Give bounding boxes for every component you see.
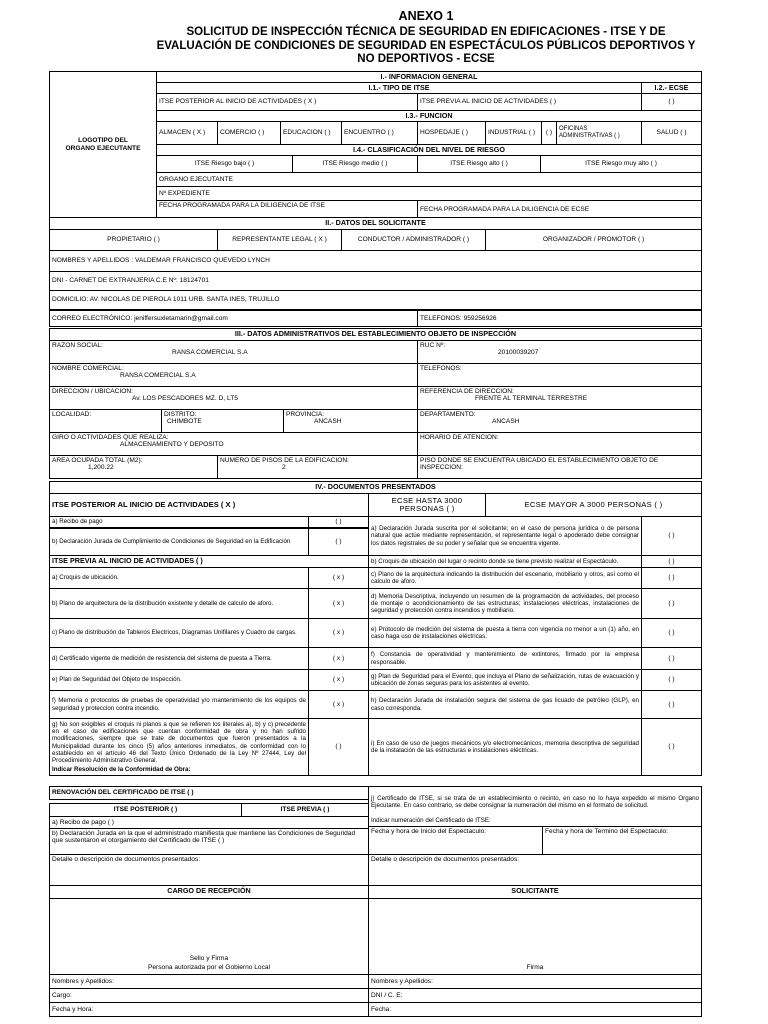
ecse-header: I.2.- ECSE: [641, 82, 702, 94]
distrito-field[interactable]: [161, 409, 284, 433]
detalle-docs-left[interactable]: Detalle o descripción de documentos presentados:: [49, 854, 369, 886]
itse-doc-checkbox[interactable]: ( ): [308, 517, 368, 527]
ecse-doc-row[interactable]: [368, 718, 702, 776]
pisos-value: 2: [282, 464, 286, 472]
ecse-doc-checkbox[interactable]: ( ): [641, 691, 701, 718]
correo-field[interactable]: CORREO ELECTRÓNICO: jeniffersuxletamarin@gmail.com: [49, 310, 418, 327]
piso-ubicacion-field[interactable]: PISO DONDE SE ENCUENTRA UBICADO EL ESTABLECIMIENTO OBJETO DE INSPECCION:: [417, 455, 702, 479]
itse-doc-text: c) Plano de distribución de Tableros Electricos, Diagramas Unifilares y Cuadro de cargas.: [52, 629, 297, 637]
departamento-label: DEPARTAMENTO:: [420, 411, 476, 418]
horario-field[interactable]: HORARIO DE ATENCION:: [417, 432, 702, 456]
indicar-certificado-label: Indicar numeración del Certificado de ITSE:: [371, 817, 491, 825]
itse-doc-row[interactable]: [49, 516, 369, 528]
giro-value: ALMACENAMIENTO Y DEPOSITO: [120, 441, 224, 449]
ecse-option[interactable]: ( ): [641, 93, 702, 111]
funcion-educacion[interactable]: EDUCACION ( ): [280, 121, 342, 145]
riesgo-header: I.4.- CLASIFICACIÓN DEL NIVEL DE RIESGO: [156, 144, 702, 156]
itse-doc-checkbox[interactable]: ( x ): [308, 670, 368, 690]
ecse-mayor-header[interactable]: ECSE MAYOR A 3000 PERSONAS ( ): [485, 493, 702, 517]
ecse-doc-checkbox[interactable]: ( ): [641, 517, 701, 555]
giro-label: GIRO O ACTIVIDADES QUE REALIZA:: [52, 434, 169, 441]
ecse-doc-checkbox[interactable]: ( ): [641, 556, 701, 567]
ecse-doc-row[interactable]: [368, 647, 702, 670]
provincia-value: ANCASH: [314, 418, 342, 426]
riesgo-muy-alto[interactable]: ITSE Riesgo muy alto ( ): [540, 155, 702, 173]
sello-label: Sello y Firma: [189, 955, 229, 962]
ecse-doc-row[interactable]: [368, 567, 702, 589]
nombres-solicitante-field[interactable]: Nombres y Apellidos:: [368, 974, 702, 989]
rol-organizador[interactable]: ORGANIZADOR / PROMOTOR ( ): [485, 229, 702, 251]
ecse-doc-row[interactable]: [368, 588, 702, 619]
funcion-industrial[interactable]: INDUSTRIAL ( ): [485, 121, 542, 145]
funcion-almacen[interactable]: ALMACEN ( X ): [156, 121, 218, 145]
form-title: SOLICITUD DE INSPECCIÓN TÉCNICA DE SEGURIDAD EN EDIFICACIONES - ITSE Y DE EVALUACIÓN DE CONDICIONES DE SEGURIDAD EN ESPECTÁCULOS PÚBLICOS DEPORTIVOS Y NO DEPORTIVOS - ECSE: [156, 26, 696, 66]
solicitante-header: SOLICITANTE: [368, 885, 702, 899]
itse-doc-text: ITSE PREVIA AL INICIO DE ACTIVIDADES ( ): [52, 556, 203, 566]
ecse-3000-header[interactable]: ECSE HASTA 3000 PERSONAS ( ): [368, 493, 486, 517]
itse-doc-row[interactable]: [49, 528, 369, 556]
ecse-doc-checkbox[interactable]: ( ): [641, 670, 701, 690]
itse-doc-row[interactable]: [49, 718, 369, 776]
direccion-value: Av. LOS PESCADORES MZ. D, LT5: [132, 395, 238, 403]
fecha-termino-espectaculo[interactable]: Fecha y hora de Termino del Espectaculo:: [542, 826, 702, 855]
renov-itse-previa[interactable]: ITSE PREVIA ( ): [241, 803, 369, 817]
itse-doc-checkbox[interactable]: [308, 556, 368, 567]
persona-autorizada-label: Persona autorizada por el Gobierno Local: [147, 964, 271, 971]
renovacion-header[interactable]: RENOVACIÓN DEL CERTIFICADO DE ITSE ( ): [49, 786, 369, 800]
itse-doc-row[interactable]: [49, 669, 369, 691]
section-3-title: III.- DATOS ADMINISTRATIVOS DEL ESTABLECIMIENTO OBJETO DE INSPECCIÓN: [49, 328, 702, 341]
itse-doc-text: a) Recibo de pago: [52, 518, 103, 526]
fecha-inicio-espectaculo[interactable]: Fecha y hora de Inicio del Espectaculo:: [368, 826, 543, 855]
itse-doc-checkbox[interactable]: ( x ): [308, 619, 368, 647]
domicilio-field[interactable]: DOMICILIO: AV. NICOLAS DE PIEROLA 1011 URB. SANTA INES, TRUJILLO: [49, 290, 702, 310]
itse-doc-checkbox[interactable]: ( x ): [308, 691, 368, 718]
itse-doc-text: e) Plan de Seguridad del Objeto de Inspección.: [52, 676, 182, 684]
section-1-title: I.- INFORMACION GENERAL: [156, 71, 702, 83]
fecha-ecse-field[interactable]: FECHA PROGRAMADA PARA LA DILIGENCIA DE ECSE: [417, 200, 702, 218]
itse-posterior-docs-header[interactable]: ITSE POSTERIOR AL INICIO DE ACTIVIDADES ( X ): [49, 493, 369, 517]
ecse-doc-checkbox[interactable]: ( ): [641, 589, 701, 618]
itse-doc-text: g) No son exigibles el croquis ni planos a que se refieren los literales a), b) y c) precedente en el caso de edificaciones que cuentan conformidad de obra y no han sufrido modificaciones, siempre que se trate de documentos que fueron presentados a la Municipalidad durante los cinco (5) años anteriores inmediatos, de conformidad con lo establecido en el artículo 46 del Texto Único Ordenado de la Ley Nº 27444, Ley del Procedimiento Administrativo General.: [52, 721, 306, 764]
nombre-comercial-field[interactable]: [49, 363, 418, 387]
ecse-doc-text: c) Plano de la arquitectura indicando la distribución del escenario, mobiliario y otros, así como el calculo de aforo.: [371, 570, 639, 585]
tipo-itse-header: I.1.- TIPO DE ITSE: [156, 82, 642, 94]
itse-doc-row[interactable]: [49, 588, 369, 619]
itse-doc-checkbox[interactable]: ( x ): [308, 648, 368, 669]
funcion-oficinas[interactable]: OFICINAS ADMINISTRATIVAS ( ): [556, 121, 642, 145]
nombres-recepcion-field[interactable]: Nombres y Apellidos:: [49, 974, 369, 989]
referencia-label: REFERENCIA DE DIRECCION:: [420, 388, 514, 395]
itse-doc-checkbox[interactable]: ( x ): [308, 568, 368, 588]
provincia-field[interactable]: [283, 409, 418, 433]
ecse-doc-checkbox[interactable]: ( ): [641, 648, 701, 669]
ecse-doc-row[interactable]: [368, 516, 702, 556]
firma-label: Firma: [526, 964, 544, 971]
ecse-doc-text: h) Declaración Jurada de instalación segura del sistema de gas licuado de petróleo (GLP), en caso corresponda.: [371, 697, 639, 712]
ecse-doc-text: e) Protocolo de medición del sistema de puesta a tierra con vigencia no menor a un (1) año, en caso haga uso de instalaciones eléctricas.: [371, 625, 639, 640]
sello-firma-box[interactable]: [49, 898, 369, 975]
giro-field[interactable]: [49, 432, 418, 456]
funcion-encuentro[interactable]: ENCUENTRO ( ): [341, 121, 418, 145]
riesgo-bajo[interactable]: ITSE Riesgo bajo ( ): [156, 155, 293, 173]
rol-representante[interactable]: REPRESENTANTE LEGAL ( X ): [217, 229, 342, 251]
referencia-field[interactable]: [417, 386, 702, 410]
itse-doc-text: f) Memoria o protocolos de pruebas de operatividad y/o mantenimiento de los equipos de seguridad y proteccion contra incendio.: [52, 697, 306, 712]
area-field[interactable]: [49, 455, 218, 479]
detalle-docs-right[interactable]: Detalle o descripción de documentos presentados:: [368, 854, 702, 886]
expediente-field[interactable]: Nº EXPEDIENTE: [156, 186, 702, 201]
rol-propietario[interactable]: PROPIETARIO ( ): [49, 229, 218, 251]
logo-placeholder: LOGOTIPO DEL ORGANO EJECUTANTE: [49, 71, 157, 218]
distrito-value: CHIMBOTE: [167, 418, 202, 426]
section-4-title: IV.- DOCUMENTOS PRESENTADOS: [49, 481, 702, 494]
area-label: AREA OCUPADA TOTAL (M2):: [52, 457, 143, 464]
ecse-doc-row[interactable]: [368, 669, 702, 691]
itse-doc-checkbox[interactable]: ( ): [308, 529, 368, 555]
ruc-field[interactable]: [417, 340, 702, 364]
itse-doc-text: b) Declaración Jurada de Cumplimiento de Condiciones de Seguridad en la Edificación: [52, 538, 291, 546]
distrito-label: DISTRITO:: [164, 411, 197, 418]
itse-doc-checkbox[interactable]: ( x ): [308, 589, 368, 618]
razon-social-value: RANSA COMERCIAL S.A: [172, 349, 248, 357]
funcion-hospedaje[interactable]: HOSPEDAJE ( ): [417, 121, 486, 145]
ecse-doc-text: f) Constancia de operatividad y mantenimiento de extintores, firmado por la empresa responsable.: [371, 651, 639, 666]
ruc-label: RUC Nº:: [420, 342, 446, 349]
cargo-recepcion-header: CARGO DE RECEPCIÓN: [49, 885, 369, 899]
ecse-doc-text: i) En caso de uso de juegos mecánicos y/o electromecánicos, memoria descriptiva de seguridad de la instalación de las estructuras e instalaciones eléctricas.: [371, 739, 639, 754]
ecse-doc-text: g) Plan de Seguridad para el Evento, que incluya el Plano de señalización, rutas de evacuación y ubicación de zonas seguras para los asistentes al evento.: [371, 672, 639, 687]
localidad-field[interactable]: LOCALIDAD:: [49, 409, 162, 433]
funcion-comercio[interactable]: COMERCIO ( ): [217, 121, 281, 145]
ecse-doc-checkbox[interactable]: ( ): [641, 619, 701, 647]
ecse-doc-text: j) Certificado de ITSE, si se trata de un establecimiento o recinto, en caso no lo haya expedido el mismo Organo Ejecutante. En caso contrario, se debe consignar la numeración del mismo en el formato de solicitud.: [371, 794, 699, 809]
itse-doc-row[interactable]: [49, 567, 369, 589]
funcion-header: I.3.- FUNCION: [156, 110, 702, 122]
ecse-doc-row[interactable]: [368, 690, 702, 719]
ecse-doc-checkbox[interactable]: ( ): [641, 719, 701, 775]
itse-doc-row[interactable]: [49, 618, 369, 648]
riesgo-medio[interactable]: ITSE Riesgo medio ( ): [292, 155, 418, 173]
itse-doc-text: d) Certificado vigente de medición de resistencia del sistema de puesta a Tierra.: [52, 654, 272, 662]
dni-field[interactable]: DNI - CARNET DE EXTRANJERIA C.E Nº: 18124701: [49, 271, 702, 291]
direccion-field[interactable]: [49, 386, 418, 410]
departamento-value: ANCASH: [492, 418, 520, 426]
ruc-value: 20100039207: [498, 349, 539, 357]
fecha-hora-field[interactable]: Fecha y Hora:: [49, 1002, 369, 1017]
ecse-doc-text: a) Declaración Jurada suscrita por el solicitante; en el caso de persona jurídica o de persona natural que actúe mediante representación, el representante legal o apoderado debe consignar los datos registrales de su poder y señalar que se encuentra vigente.: [371, 525, 639, 547]
riesgo-alto[interactable]: ITSE Riesgo alto ( ): [417, 155, 541, 173]
nombres-field[interactable]: NOMBRES Y APELLIDOS : VALDEMAR FRANCISCO QUEVEDO LYNCH: [49, 250, 702, 272]
nombre-comercial-value: RANSA COMERCIAL S.A: [120, 372, 196, 380]
firma-solicitante-box[interactable]: [368, 898, 702, 975]
funcion-oficinas-mark[interactable]: ( ): [541, 121, 557, 145]
ecse-doc-checkbox[interactable]: ( ): [641, 568, 701, 588]
itse-posterior-option[interactable]: ITSE POSTERIOR AL INICIO DE ACTIVIDADES ( X ): [156, 93, 418, 111]
direccion-label: DIRECCION / UBICACION:: [52, 388, 133, 395]
pisos-field[interactable]: [217, 455, 418, 479]
nombre-comercial-label: NOMBRE COMERCIAL:: [52, 365, 124, 372]
telefonos-establecimiento-field[interactable]: TELEFONOS:: [417, 363, 702, 387]
funcion-salud[interactable]: SALUD ( ): [641, 121, 702, 145]
provincia-label: PROVINCIA:: [286, 411, 325, 418]
itse-doc-text: a) Croquis de ubicación.: [52, 574, 119, 582]
itse-previa-option[interactable]: ITSE PREVIA AL INICIO DE ACTIVIDADES ( ): [417, 93, 642, 111]
section-2-title: II.- DATOS DEL SOLICITANTE: [49, 217, 702, 230]
referencia-value: FRENTE AL TERMINAL TERRESTRE: [475, 395, 588, 403]
itse-doc-row[interactable]: [49, 690, 369, 719]
pisos-label: NUMERO DE PISOS DE LA EDIFICACION:: [220, 457, 349, 464]
area-value: 1,200.22: [88, 464, 114, 472]
rol-conductor[interactable]: CONDUCTOR / ADMINISTRADOR ( ): [341, 229, 486, 251]
ecse-doc-text: b) Croquis de ubicación del lugar o recinto donde se tiene previsto realizar el Espectáculo.: [371, 557, 619, 565]
anexo-label: ANEXO 1: [398, 9, 454, 23]
organo-ejecutante-field[interactable]: ORGANO EJECUTANTE: [156, 172, 702, 187]
itse-doc-text: b) Plano de arquitectura de la distribución existente y detalle de calculo de aforo.: [52, 599, 274, 607]
itse-doc-row[interactable]: [49, 647, 369, 670]
razon-social-label: RAZON SOCIAL:: [52, 342, 103, 349]
renov-declaracion-jurada[interactable]: b) Declaración Jurada en la que el administrado manifiesta que mantiene las Condiciones de Seguridad que sustentaron el otorgamiento del Certificado de ITSE ( ): [49, 828, 369, 855]
ecse-doc-row[interactable]: [368, 618, 702, 648]
cargo-field[interactable]: Cargo:: [49, 988, 369, 1003]
departamento-field[interactable]: [417, 409, 702, 433]
ecse-doc-text: d) Memoria Descriptiva, incluyendo un resumen de la programación de actividades, del proceso de montaje o acondicionamiento de las estructuras; instalaciones eléctricas, instalaciones de seguridad y protección contra incendios y mobiliario.: [371, 592, 639, 615]
renov-itse-posterior[interactable]: ITSE POSTERIOR ( ): [49, 803, 242, 817]
telefonos-field[interactable]: TELEFONOS: 959256926: [417, 310, 702, 327]
itse-doc-checkbox[interactable]: ( ): [308, 719, 368, 775]
fecha-field[interactable]: Fecha:: [368, 1002, 702, 1017]
fecha-itse-field[interactable]: FECHA PROGRAMADA PARA LA DILIGENCIA DE ITSE: [156, 200, 418, 218]
razon-social-field[interactable]: [49, 340, 418, 364]
renov-recibo-pago[interactable]: a) Recibo de pago ( ): [49, 816, 369, 829]
dni-solicitante-field[interactable]: DNI / C. E:: [368, 988, 702, 1003]
indicar-resolucion-label: Indicar Resolución de la Conformidad de Obra:: [52, 766, 191, 774]
ecse-doc-row[interactable]: [368, 786, 702, 827]
